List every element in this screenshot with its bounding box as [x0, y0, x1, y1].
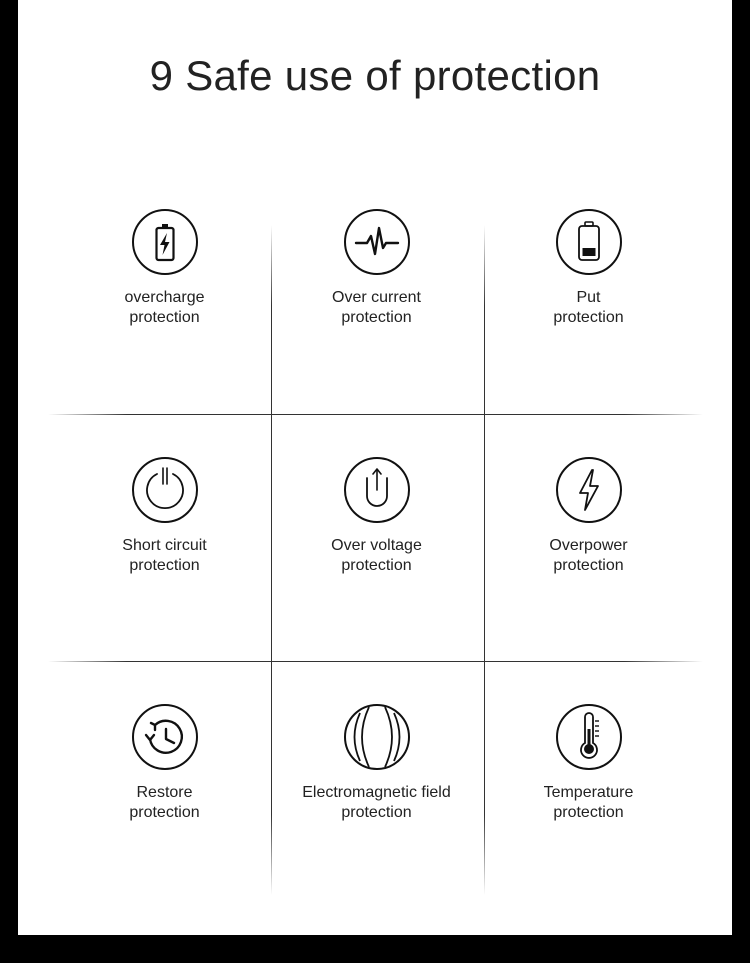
- feature-label: Over current: [332, 289, 421, 306]
- page-title: 9 Safe use of protection: [149, 52, 601, 99]
- feature-label: Temperature: [543, 784, 634, 801]
- pulse-icon: [343, 208, 411, 276]
- feature-over-current: [270, 208, 483, 328]
- grid-divider-horizontal: [48, 414, 703, 415]
- feature-label: Put: [576, 289, 601, 306]
- feature-restore: [58, 703, 271, 823]
- feature-put: [482, 208, 695, 328]
- feature-electromagnetic-field: [270, 703, 483, 823]
- lightning-icon: [555, 456, 623, 524]
- em-field-icon: [343, 703, 411, 771]
- feature-label: Electromagnetic field: [302, 784, 451, 801]
- feature-label: protection: [129, 804, 200, 821]
- feature-label: protection: [129, 309, 200, 326]
- feature-overpower: [482, 456, 695, 576]
- restore-clock-icon: [131, 703, 199, 771]
- feature-label: protection: [553, 557, 624, 574]
- feature-label: Overpower: [549, 537, 628, 554]
- battery-low-icon: [555, 208, 623, 276]
- feature-label: protection: [129, 557, 200, 574]
- thermometer-icon: [555, 703, 623, 771]
- feature-label: protection: [553, 309, 624, 326]
- magnet-icon: [343, 456, 411, 524]
- feature-label: Restore: [136, 784, 193, 801]
- feature-label: protection: [341, 804, 412, 821]
- feature-label: protection: [341, 557, 412, 574]
- feature-over-voltage: [270, 456, 483, 576]
- feature-label: protection: [553, 804, 624, 821]
- feature-temperature: [482, 703, 695, 823]
- grid-divider-horizontal: [48, 661, 703, 662]
- feature-label: Short circuit: [122, 537, 207, 554]
- battery-charge-icon: [131, 208, 199, 276]
- feature-label: overcharge: [124, 289, 205, 306]
- power-icon: [131, 456, 199, 524]
- feature-label: Over voltage: [331, 537, 422, 554]
- feature-short-circuit: [58, 456, 271, 576]
- feature-label: protection: [341, 309, 412, 326]
- feature-overcharge: [58, 208, 271, 328]
